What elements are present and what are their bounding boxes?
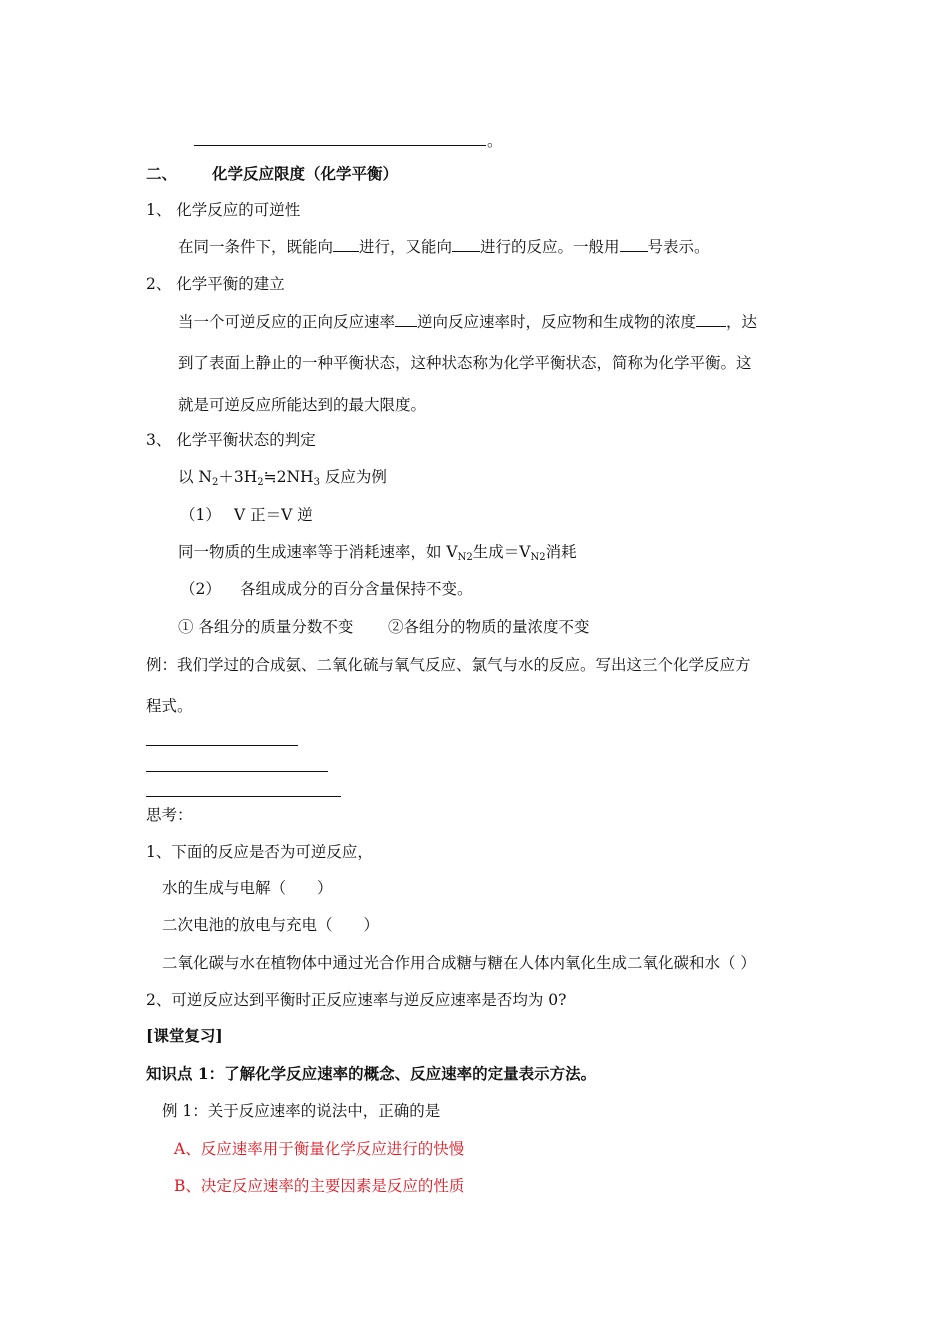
fill-blank xyxy=(620,237,648,252)
criterion1-text: V 正＝V 逆 xyxy=(234,506,313,524)
item1-text-b: 进行，又能向 xyxy=(359,238,453,256)
item2-title: 2、 化学平衡的建立 xyxy=(146,275,285,293)
eq-part: 反应为例 xyxy=(319,468,387,486)
answer-blank-line xyxy=(194,145,486,146)
item1-text xyxy=(178,237,710,257)
think-title: 思考： xyxy=(146,806,193,824)
item2-line1-b: 逆向反应速率时，反应物和生成物的浓度 xyxy=(417,313,697,331)
criterion2-b: ②各组分的物质的量浓度不变 xyxy=(388,618,590,636)
eq-sub: 3 xyxy=(313,477,320,488)
criterion1-number: （1） xyxy=(180,506,221,524)
item2-line1 xyxy=(178,312,757,332)
knowledge-point-1: 知识点 1：了解化学反应速率的概念、反应速率的定量表示方法。 xyxy=(146,1064,597,1083)
item1-title: 1、 化学反应的可逆性 xyxy=(146,201,301,219)
item1-text-c: 进行的反应。一般用 xyxy=(480,238,620,256)
option-b: B、决定反应速率的主要因素是反应的性质 xyxy=(174,1177,465,1195)
fill-blank xyxy=(696,312,726,327)
item2-line1-a: 当一个可逆反应的正向反应速率 xyxy=(178,313,396,331)
eq-part: ≒2NH xyxy=(263,468,314,486)
reaction-equation xyxy=(178,467,387,487)
criterion2-number: （2） xyxy=(180,580,221,598)
answer-line-2 xyxy=(146,771,328,772)
think-q1a: 水的生成与电解（ ） xyxy=(162,879,333,897)
section-title: 化学反应限度（化学平衡） xyxy=(212,164,399,183)
criterion2-text: 各组成成分的百分含量保持不变。 xyxy=(240,580,473,598)
eq-part: 以 N xyxy=(178,468,212,486)
fill-blank xyxy=(395,312,417,327)
option-a: A、反应速率用于衡量化学反应进行的快慢 xyxy=(174,1140,465,1158)
item2-line1-c: ，达 xyxy=(726,313,758,331)
line-end-period: 。 xyxy=(487,132,503,150)
criterion2-a: ① 各组分的质量分数不变 xyxy=(178,618,354,636)
desc-part: 消耗 xyxy=(545,543,577,561)
criterion1-desc xyxy=(178,542,577,562)
review-title: [课堂复习] xyxy=(146,1026,223,1045)
item1-text-a: 在同一条件下，既能向 xyxy=(178,238,334,256)
answer-line-1 xyxy=(146,745,298,746)
think-q1: 1、下面的反应是否为可逆反应， xyxy=(146,843,373,861)
item3-title: 3、 化学平衡状态的判定 xyxy=(146,431,316,449)
item2-line2: 到了表面上静止的一种平衡状态，这种状态称为化学平衡状态，简称为化学平衡。这 xyxy=(178,354,752,372)
think-q1b: 二次电池的放电与充电（ ） xyxy=(162,916,380,934)
fill-blank xyxy=(452,237,480,252)
think-q1c: 二氧化碳与水在植物体中通过光合作用合成糖与糖在人体内氧化生成二氧化碳和水（ ） xyxy=(162,954,756,972)
example-1: 例 1：关于反应速率的说法中，正确的是 xyxy=(162,1102,441,1120)
example-line2: 程式。 xyxy=(146,697,193,715)
desc-part: 生成＝V xyxy=(472,543,531,561)
answer-line-3 xyxy=(146,796,341,797)
think-q2: 2、可逆反应达到平衡时正反应速率与逆反应速率是否均为 0? xyxy=(146,991,567,1009)
item1-text-d: 号表示。 xyxy=(647,238,710,256)
item2-line3: 就是可逆反应所能达到的最大限度。 xyxy=(178,396,427,414)
eq-sub: 2 xyxy=(212,477,219,488)
fill-blank xyxy=(333,237,359,252)
desc-sub: N2 xyxy=(530,552,546,563)
eq-sub: 2 xyxy=(257,477,264,488)
eq-part: ＋3H xyxy=(218,468,258,486)
desc-sub: N2 xyxy=(457,552,473,563)
example-line1: 例：我们学过的合成氨、二氧化硫与氧气反应、氯气与水的反应。写出这三个化学反应方 xyxy=(146,656,751,674)
section-number: 二、 xyxy=(146,164,178,183)
desc-part: 同一物质的生成速率等于消耗速率，如 V xyxy=(178,543,458,561)
